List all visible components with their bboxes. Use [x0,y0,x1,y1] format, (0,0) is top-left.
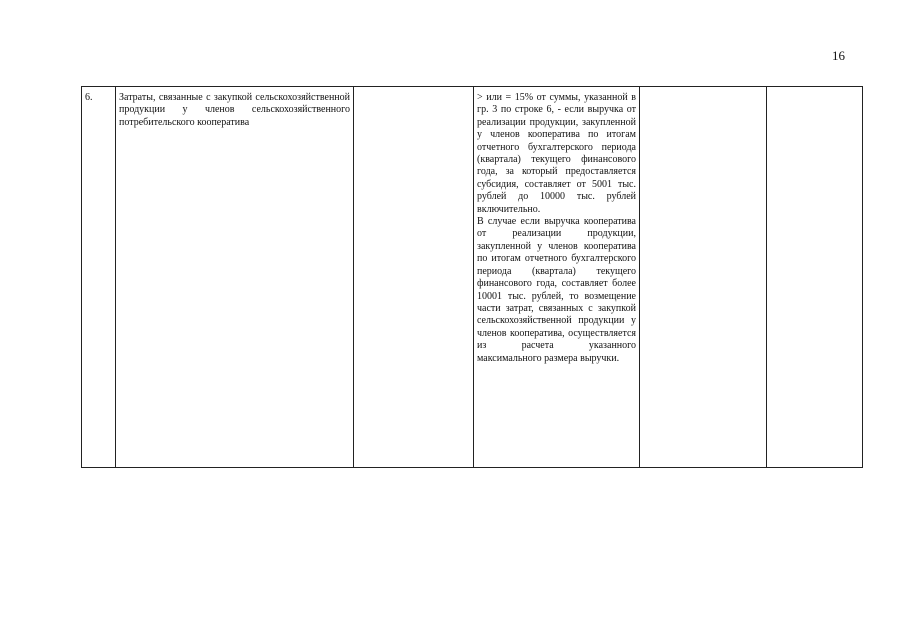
page-number: 16 [832,48,845,63]
subsidy-table [81,86,863,468]
cost-item-cell [116,87,354,468]
empty-cell-col6 [767,87,863,468]
row-number-cell: 6. [82,87,116,468]
condition-paragraph: > или = 15% от суммы, указанной в гр. 3 по строке 6, - если выручка от реализации продукции, закупленной у членов кооператива по итогам отчетного бухгалтерского периода (квартала) текущего финансового года, за который предоставляется субсидия, составляет от 5001 тыс. рублей до 10000 тыс. рублей включительно. [477,92,636,215]
condition-cell [474,87,640,468]
empty-cell-col3 [354,87,474,468]
condition-paragraph: В случае если выручка кооператива от реализации продукции, закупленной у членов кооператива по итогам отчетного бухгалтерского периода (квартала) текущего финансового года, составляет более 10001 тыс. рублей, то возмещение части затрат, связанных с закупкой сельскохозяйственной продукции у членов кооператива, осуществляется из расчета указанного максимального размера выручки. [477,216,636,364]
cost-item-text: Затраты, связанные с закупкой сельскохозяйственной продукции у членов сельскохозяйственного потребительского кооператива [119,92,350,128]
empty-cell-col5 [640,87,767,468]
table-row [82,87,863,468]
